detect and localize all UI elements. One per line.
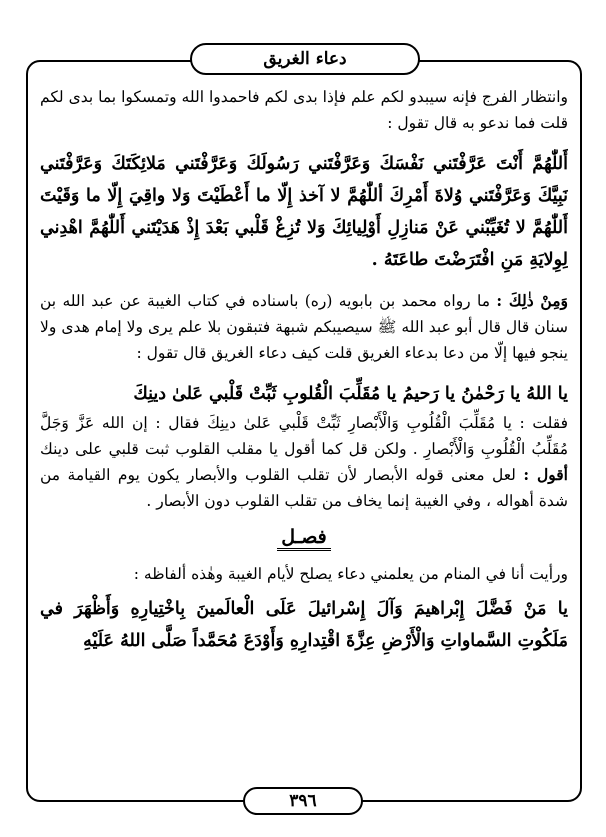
commentary-lead: أقول : bbox=[523, 465, 568, 484]
prayer-text-2: يا اللهُ يا رَحْمٰنُ يا رَحيمُ يا مُقَلِّبَ الْقُلوبِ ثَبِّتْ قَلْبي عَلىٰ دينِكَ bbox=[133, 384, 568, 404]
paragraph-dream: ورأيت أنا في المنام من يعلمني دعاء يصلح لأيام الغيبة وهٰذه ألفاظه : bbox=[133, 565, 568, 583]
commentary-text-c: لعل معنى قوله الأبصار لأن تقلب القلوب والأبصار يكون يوم القيامة من شدة أهواله ، وفي الغيبة إنما يخاف من تقلب القلوب دون الأبصار . bbox=[40, 466, 568, 510]
page-header bbox=[190, 43, 420, 75]
header-title: دعاء الغريق bbox=[263, 49, 347, 69]
commentary-text-a: فقلت : يا مُقَلِّبَ الْقُلُوبِ وَالْأَبْصارِ ثَبِّتْ قَلْبي عَلىٰ دينِكَ فقال : إن الله عَزَّ وَجَلَّ مُقَلِّبُ الْقُلُوبِ وَالْأَبْصارِ . ولكن قل كما أقول يا مقلب القلوب ثبت قلبي على دينك bbox=[40, 414, 568, 458]
paragraph-commentary bbox=[40, 410, 568, 514]
paragraph-intro: وانتظار الفرج فإنه سيبدو لكم علم فإذا بدى لكم فاحمدوا الله وتمسكوا بما بدى لكم قلت فما ندعو به قال تقول : bbox=[40, 88, 568, 132]
page-number-badge bbox=[243, 787, 363, 815]
prayer-text-1: أَللّٰهُمَّ أَنْتَ عَرَّفْتَني نَفْسَكَ وَعَرَّفْتَني رَسُولَكَ وَعَرَّفْتَني مَلائِكَتَكَ وَعَرَّفْتَني نَبِيَّكَ وَعَرَّفْتَني وُلاةَ أَمْرِكَ أللّٰهُمَّ لا آخذ إِلّا ما أَعْطَيْتَ وَلا واقِيَ إِلّا ما وَقَيْتَ أَللّٰهُمَّ لا تُغَيِّبْني عَنْ مَنازِلِ أَوْلِيائِكَ وَلا تُزِغْ قَلْبي بَعْدَ إِذْ هَدَيْتَني أَللّٰهُمَّ اهْدِني لِوِلايَةِ مَنِ افْتَرَضْتَ طاعَتَهُ . bbox=[40, 154, 568, 270]
paragraph-narration bbox=[40, 288, 568, 366]
page-number: ٣٩٦ bbox=[289, 791, 317, 811]
section-lead: وَمِنْ ذٰلِكَ : bbox=[496, 291, 568, 310]
narration-text: ما رواه محمد بن بابويه (ره) باسناده في كتاب الغيبة عن عبد الله بن سنان قال قال أبو عبد الله ﷺ سيصيبكم شبهة فتبقون بلا علم يرى ولا إمام هدى ولا ينجو فيها إلّا من دعا بدعاء الغريق قلت كيف دعاء الغريق قال تقول : bbox=[40, 292, 568, 362]
prayer-text-3: يا مَنْ فَضَّلَ إِبْراهيمَ وَآلَ إِسْرائيلَ عَلَى الْعالَمينَ بِاخْتِيارِهِ وَأَظْهَرَ في مَلَكُوتِ السَّماواتِ وَالْأَرْضِ عِزَّةَ اقْتِدارِهِ وَأَوْدَعَ مُحَمَّداً صَلَّى اللهُ عَلَيْهِ bbox=[40, 599, 568, 651]
section-heading: فصـل bbox=[40, 526, 568, 551]
page-content bbox=[40, 84, 568, 774]
